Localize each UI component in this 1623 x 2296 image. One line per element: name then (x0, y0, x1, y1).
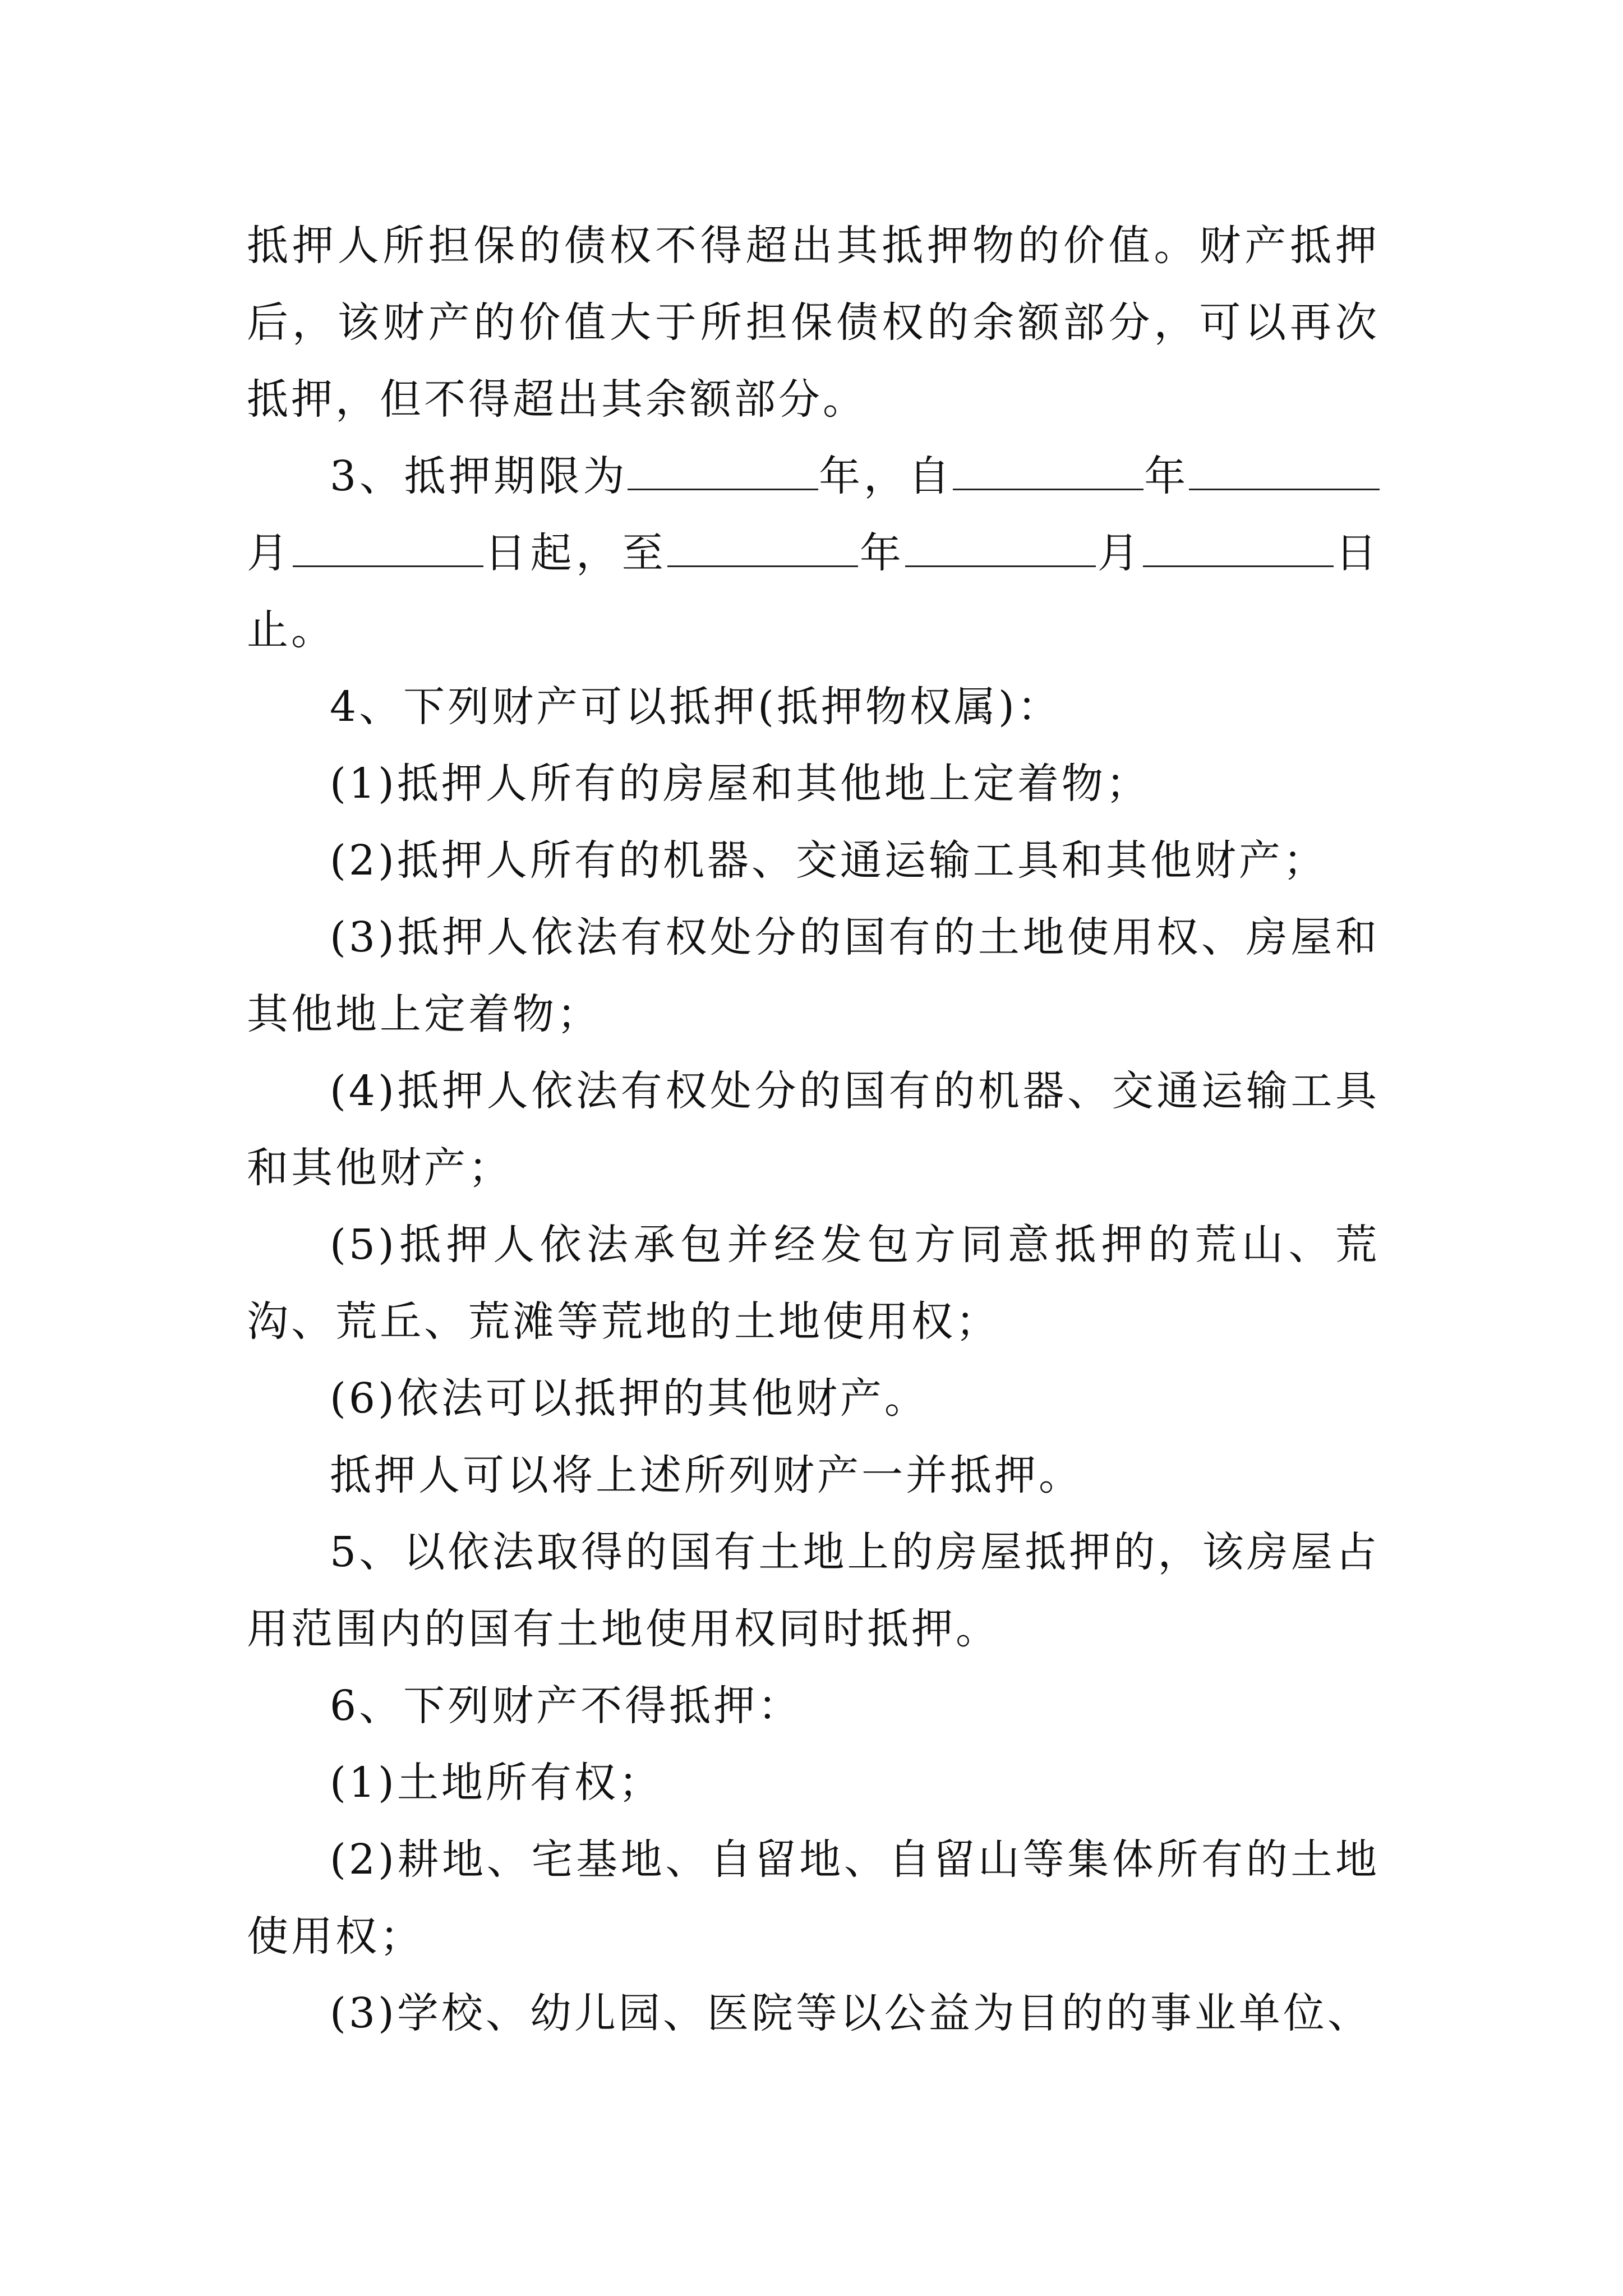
term-text-end-month: 月 (1096, 529, 1144, 577)
term-years-blank (628, 455, 818, 490)
paragraph-mortgageable-property-heading: 4、下列财产可以抵押(抵押物权属)： (330, 683, 1062, 731)
term-text-year: 年 (1144, 452, 1189, 500)
paragraph-land-use-right: 5、以依法取得的国有土地上的房屋抵押的，该房屋占用范围内的国有土地使用权同时抵押。 (247, 1528, 1380, 1653)
list-item-5: (5)抵押人依法承包并经发包方同意抵押的荒山、荒沟、荒丘、荒滩等荒地的土地使用权； (247, 1221, 1380, 1346)
term-text-from: 年，自 (818, 452, 953, 500)
list-item-3: (3)抵押人依法有权处分的国有的土地使用权、房屋和其他地上定着物； (247, 913, 1380, 1038)
exclusion-item-2: (2)耕地、宅基地、自留地、自留山等集体所有的土地使用权； (247, 1835, 1380, 1961)
exclusion-item-1: (1)土地所有权； (330, 1759, 663, 1807)
end-day-blank (1143, 532, 1334, 567)
paragraph-non-mortgageable-heading: 6、下列财产不得抵押： (330, 1682, 803, 1730)
list-item-2: (2)抵押人所有的机器、交通运输工具和其他财产； (330, 836, 1327, 885)
list-item-4: (4)抵押人依法有权处分的国有的机器、交通运输工具和其他财产； (247, 1067, 1380, 1192)
term-text-end: 日止。 (247, 529, 1380, 654)
document-body (247, 208, 1380, 2052)
term-text-month: 月 (247, 529, 293, 577)
end-month-blank (905, 532, 1096, 567)
list-item-1: (1)抵押人所有的房屋和其他地上定着物； (330, 760, 1150, 808)
paragraph-combined-mortgage: 抵押人可以将上述所列财产一并抵押。 (330, 1451, 1083, 1499)
paragraph-mortgage-value-limit: 抵押人所担保的债权不得超出其抵押物的价值。财产抵押后，该财产的价值大于所担保债权的余额部分，可以再次抵押，但不得超出其余额部分。 (247, 222, 1380, 424)
exclusion-item-3: (3)学校、幼儿园、医院等以公益为目的的事业单位、 (330, 1989, 1372, 2037)
term-text-to: 日起，至 (483, 529, 668, 577)
start-day-blank (293, 532, 483, 567)
end-year-blank (667, 532, 858, 567)
start-year-blank (953, 455, 1144, 490)
term-label: 3、抵押期限为 (330, 452, 628, 500)
term-text-end-year: 年 (858, 529, 906, 577)
start-month-blank (1189, 455, 1380, 490)
paragraph-mortgage-term (247, 438, 1380, 669)
list-item-6: (6)依法可以抵押的其他财产。 (330, 1374, 929, 1423)
